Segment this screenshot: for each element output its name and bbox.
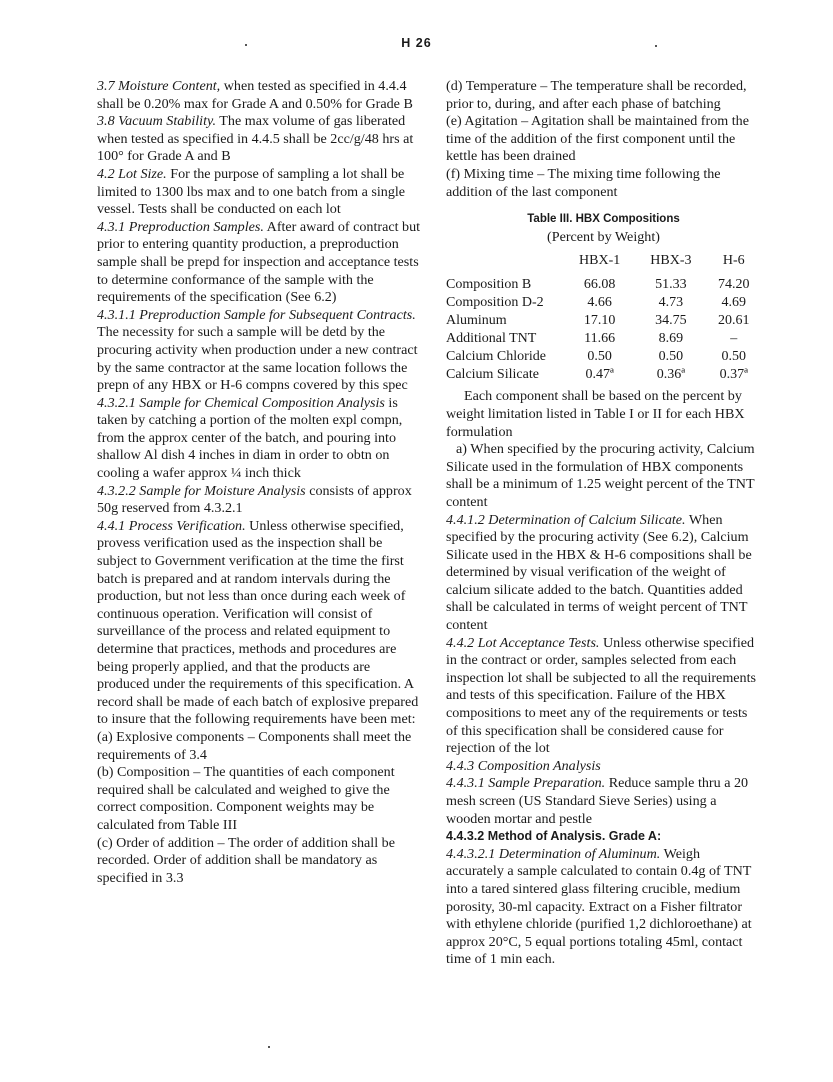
table-cell: 51.33 — [655, 277, 687, 293]
list-item-text: (b) Composition – The quantities of each component required shall be calculated and weighed to give the correct composition. Component weights may be calculated from Table III — [97, 764, 395, 833]
paragraph — [446, 512, 761, 635]
paragraph-text: Unless otherwise specified, provess verification used as the inspection shall be subject to Government verification at the time the first batch is prepared and at random intervals during the production, but not less than once during each week of continuous operation. Verification will consist of surveillance of the process and related equipment to determine that practices, methods and procedures are being properly applied, and that the products are produced under the requirements of this specification. A record shall be made of each batch of explosive prepared to insure that the following requirements have been met: — [97, 517, 419, 728]
section-lead: 4.4.3.2.1 Determination of Aluminum. — [446, 845, 661, 862]
paragraph — [446, 846, 761, 969]
table-cell: 0.50 — [721, 349, 747, 365]
section-lead: 4.4.3.1 Sample Preparation. — [446, 775, 606, 792]
section-lead: 4.4.1 Process Verification. — [97, 517, 246, 534]
paragraph-text: is taken by catching a portion of the molten expl compn, from the approx center of the batch, and pouring into shallow Al dish 4 inches in diam in order to obtn on cooling a wafer approx ¼ inch thick — [97, 394, 403, 482]
section-lead: 3.7 Moisture Content, — [97, 78, 221, 94]
section-lead: 4.3.2.1 Sample for Chemical Composition Analysis — [97, 394, 385, 411]
list-item-text: (e) Agitation – Agitation shall be maintained from the time of the addition of the first component until the kettle has been drained — [446, 113, 749, 165]
section-lead: 4.3.1.1 Preproduction Sample for Subsequent Contracts. — [97, 306, 416, 323]
paragraph — [97, 483, 422, 518]
table-cell: 11.66 — [584, 331, 616, 347]
list-item-text: (d) Temperature – The temperature shall be recorded, prior to, during, and after each phase of batching — [446, 78, 747, 112]
section-lead: 4.4.2 Lot Acceptance Tests. — [446, 634, 600, 651]
paragraph-text: Weigh accurately a sample calculated to contain 0.4g of TNT into a tared sintered glass filtering crucible, medium porosity, 30-ml capacity. Extract on a Fisher filtrator with ethylene chloride (purified 1,2 dichloroethane) at approx 20°C, 5 equal portions totaling 45ml, contact time of 1 min each. — [446, 845, 752, 968]
table-header-blank — [446, 252, 564, 276]
page-header: H 26 — [401, 36, 432, 50]
list-item — [446, 78, 761, 113]
paragraph — [97, 219, 422, 307]
table-cell: 20.61 — [718, 313, 750, 329]
paragraph — [446, 828, 761, 846]
table-row — [446, 312, 761, 330]
table-row — [446, 348, 761, 366]
list-item — [446, 113, 761, 166]
paragraph-text: Unless otherwise specified in the contract or order, samples selected from each inspection lot shall be subjected to all the requirements and tests of this specification. Failure of the HBX compositions to meet any of the requirements or tests of this specification shall be considered cause for rejection of the lot — [446, 634, 756, 757]
paragraph-text: When specified by the procuring activity (See 6.2), Calcium Silicate used in the HBX & H-6 compositions shall be determined by visual verification of the weight of calcium silicate added to the batch. Quantities added shall be calculated in terms of weight percent of TNT content — [446, 511, 752, 634]
table-cell: 74.20 — [718, 277, 750, 293]
table-column-header: H-6 — [722, 253, 745, 269]
paragraph-text: when tested as specified in 4.4.4 shall be 0.20% max for Grade A and 0.50% for Grade B — [97, 78, 413, 112]
table-row-label: Calcium Silicate — [446, 367, 539, 383]
list-item — [97, 764, 422, 834]
table-cell: 8.69 — [658, 331, 684, 347]
composition-table — [446, 252, 761, 384]
section-lead: 4.3.2.2 Sample for Moisture Analysis — [97, 482, 306, 499]
table-row — [446, 294, 761, 312]
scan-speck — [655, 45, 657, 47]
paragraph — [446, 635, 761, 758]
list-item-text: (a) Explosive components – Components shall meet the requirements of 3.4 — [97, 728, 412, 763]
list-item — [446, 166, 761, 201]
paragraph-text: After award of contract but prior to entering quantity production, a preproduction sample shall be prepd for inspection and acceptance tests to determine conformance of the sample with the requirements of the specification (See 6.2) — [97, 218, 421, 306]
table-row — [446, 366, 761, 384]
paragraph — [97, 78, 422, 113]
paragraph — [446, 441, 761, 511]
table-cell: 4.73 — [658, 295, 684, 311]
section-lead: 4.2 Lot Size. — [97, 165, 167, 182]
list-item — [97, 835, 422, 888]
section-lead: 4.4.3 Composition Analysis — [446, 757, 601, 774]
paragraph-text: a) When specified by the procuring activity, Calcium Silicate used in the formulation of HBX components shall be a minimum of 1.25 weight percent of the TNT content — [446, 441, 755, 510]
table-cell: 0.50 — [587, 349, 612, 365]
paragraph — [446, 758, 761, 776]
table-column-header: HBX-1 — [579, 253, 621, 269]
table-cell: 34.75 — [655, 313, 687, 329]
table-row — [446, 330, 761, 348]
paragraph — [97, 307, 422, 395]
paragraph-text: consists of approx 50g reserved from 4.3.2.1 — [97, 482, 412, 517]
left-column — [97, 78, 422, 887]
table-subtitle: (Percent by Weight) — [547, 228, 660, 245]
table-cell: 4.66 — [587, 295, 612, 311]
section-heading: 4.4.3.2 Method of Analysis. Grade A: — [446, 829, 662, 844]
table-header-row — [446, 252, 761, 276]
paragraph — [97, 113, 422, 166]
table-title: Table III. HBX Compositions — [527, 213, 680, 226]
section-lead: 4.4.1.2 Determination of Calcium Silicate. — [446, 511, 686, 528]
table-cell: – — [730, 331, 738, 347]
table-row-label: Additional TNT — [446, 331, 537, 347]
paragraph-text: The necessity for such a sample will be detd by the procuring activity when production under a new contract by the same contractor at the same location follows the prepn of any HBX or H-6 compns covered by this spec — [97, 324, 418, 394]
paragraph — [446, 775, 761, 828]
table-row — [446, 276, 761, 294]
list-item-text: (c) Order of addition – The order of addition shall be recorded. Order of addition shall be mandatory as specified in 3.3 — [97, 834, 395, 886]
paragraph — [446, 388, 761, 441]
paragraph-text: For the purpose of sampling a lot shall be limited to 1300 lbs max and to one batch from a single vessel. Tests shall be conducted on each lot — [97, 165, 406, 218]
paragraph-text: Each component shall be based on the percent by weight limitation listed in Table I or II for each HBX formulation — [446, 388, 745, 440]
table-row-label: Calcium Chloride — [446, 349, 546, 365]
paragraph-text: Reduce sample thru a 20 mesh screen (US Standard Sieve Series) using a wooden mortar and pestle — [446, 775, 749, 827]
table-cell: 0.37ª — [719, 367, 748, 383]
right-column — [446, 78, 761, 969]
section-lead: 4.3.1 Preproduction Samples. — [97, 218, 264, 235]
paragraph-text: The max volume of gas liberated when tested as specified in 4.4.5 shall be 2cc/g/48 hrs at 100° for Grade A and B — [97, 113, 414, 165]
list-item — [97, 729, 422, 764]
paragraph — [97, 395, 422, 483]
table-cell: 4.69 — [721, 295, 747, 311]
paragraph — [97, 518, 422, 729]
scan-speck — [268, 1046, 270, 1048]
table-row-label: Aluminum — [446, 313, 507, 329]
table-row-label: Composition D-2 — [446, 295, 544, 311]
scan-speck — [245, 44, 247, 46]
table-cell: 0.50 — [658, 349, 684, 365]
table-cell: 66.08 — [583, 277, 616, 293]
table-row-label: Composition B — [446, 277, 532, 293]
paragraph — [97, 166, 422, 219]
table-cell: 17.10 — [583, 313, 616, 329]
table-column-header: HBX-3 — [650, 253, 692, 269]
table-cell: 0.47ª — [585, 367, 614, 383]
table-cell: 0.36ª — [656, 367, 686, 383]
section-lead: 3.8 Vacuum Stability. — [97, 113, 217, 130]
list-item-text: (f) Mixing time – The mixing time following the addition of the last component — [446, 165, 721, 200]
